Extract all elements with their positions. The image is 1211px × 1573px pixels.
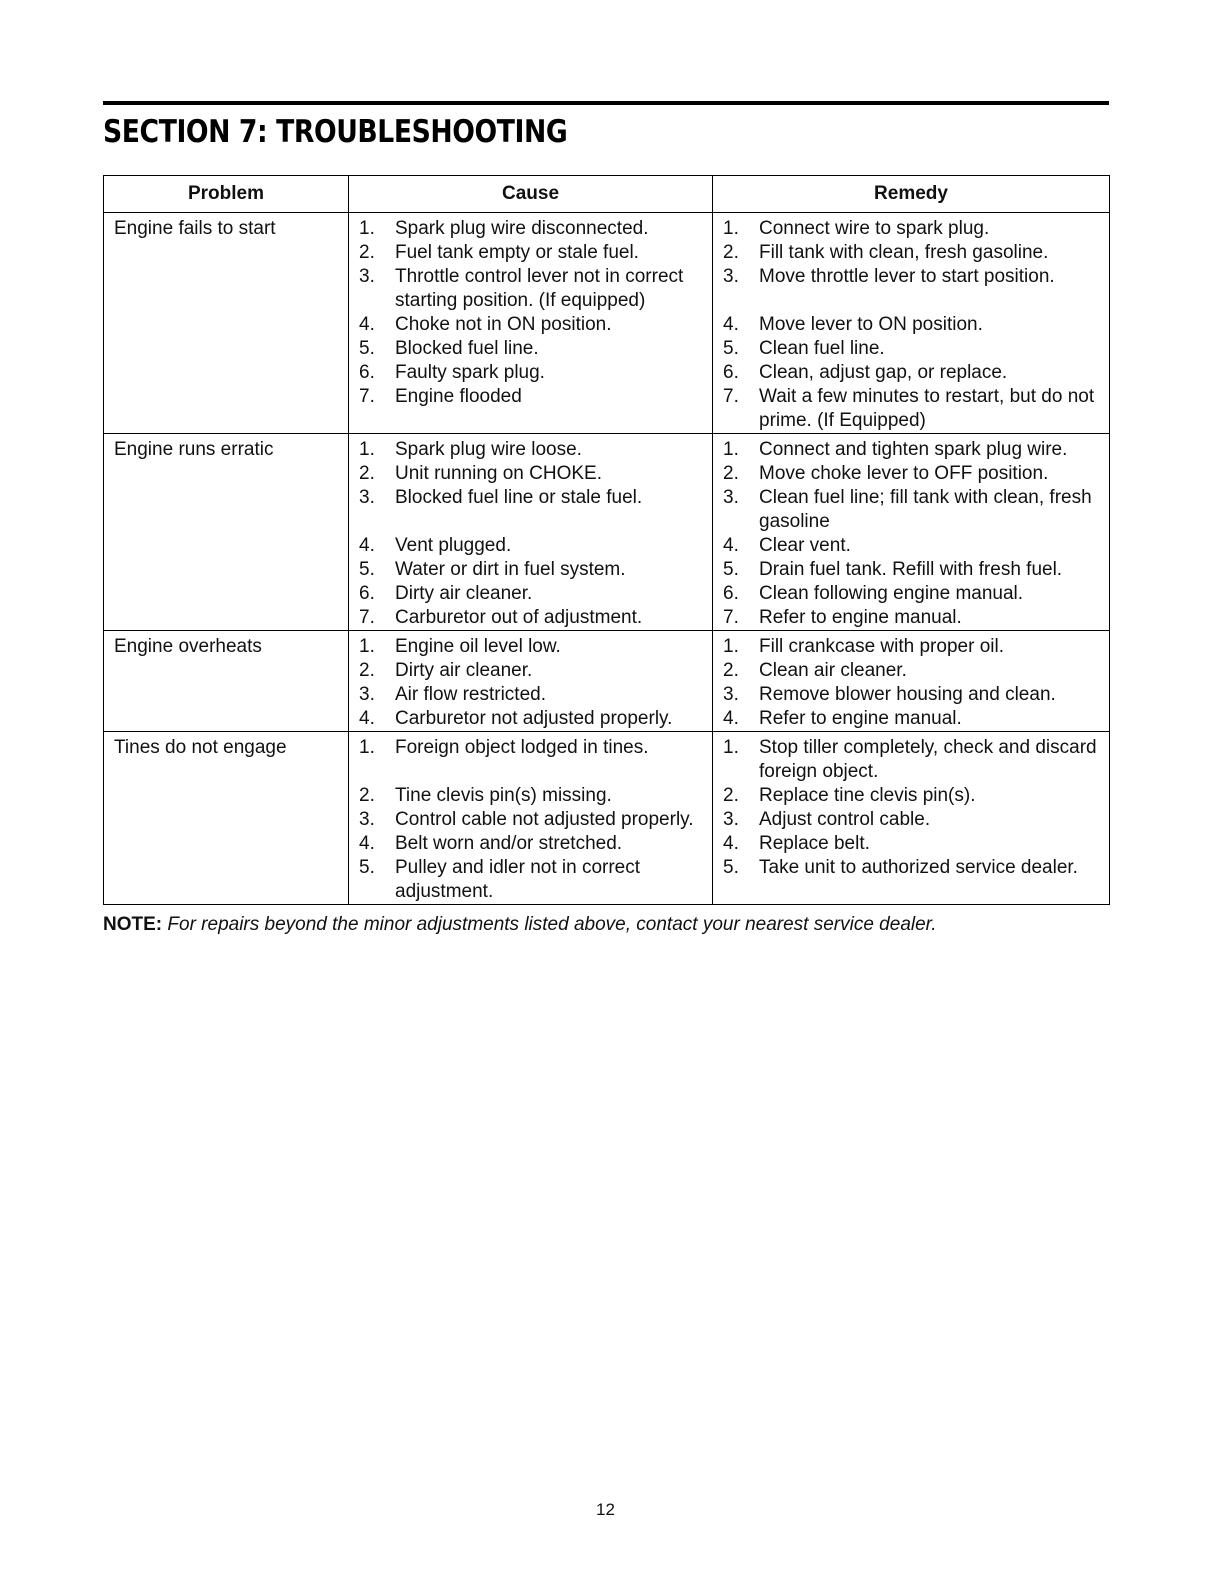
cause-cell: [349, 631, 713, 732]
remedy-number: 2.: [723, 242, 739, 263]
cause-text: Faulty spark plug.: [395, 362, 545, 383]
cause-number: 7.: [359, 607, 375, 628]
cause-text: Spark plug wire disconnected.: [395, 218, 649, 239]
cause-text: Spark plug wire loose.: [395, 439, 582, 460]
cause-item: [349, 784, 712, 808]
remedy-list: [713, 635, 1109, 731]
cause-item: [349, 808, 712, 832]
remedy-item: [713, 217, 1109, 241]
cause-text: Water or dirt in fuel system.: [395, 559, 626, 580]
section-top-rule: [103, 101, 1109, 105]
cause-text: Air flow restricted.: [395, 684, 546, 705]
remedy-number: 5.: [723, 559, 739, 580]
cause-number: 3.: [359, 487, 375, 508]
remedy-number: 7.: [723, 386, 739, 407]
cause-item: [349, 241, 712, 265]
cause-cell: [349, 434, 713, 631]
remedy-item: [713, 558, 1109, 582]
remedy-number: 7.: [723, 607, 739, 628]
remedy-text: Connect wire to spark plug.: [759, 218, 990, 239]
remedy-number: 4.: [723, 833, 739, 854]
cause-text: Carburetor out of adjustment.: [395, 607, 643, 628]
cause-text: Dirty air cleaner.: [395, 660, 533, 681]
remedy-number: 5.: [723, 338, 739, 359]
cause-text: Blocked fuel line.: [395, 338, 539, 359]
cause-item: [349, 558, 712, 582]
remedy-text: Remove blower housing and clean.: [759, 684, 1056, 705]
remedy-item: [713, 438, 1109, 462]
remedy-number: 2.: [723, 660, 739, 681]
cause-number: 3.: [359, 809, 375, 830]
remedy-number: 3.: [723, 809, 739, 830]
cause-text: Throttle control lever not in correct starting position. (If equipped): [395, 266, 684, 311]
cause-item: [349, 462, 712, 486]
cause-cell: [349, 213, 713, 434]
section-title: SECTION 7: TROUBLESHOOTING: [103, 114, 568, 150]
cause-number: 4.: [359, 708, 375, 729]
remedy-item: [713, 534, 1109, 558]
cause-item: [349, 265, 712, 313]
cause-number: 2.: [359, 242, 375, 263]
remedy-item: [713, 784, 1109, 808]
remedy-item: [713, 313, 1109, 337]
remedy-cell: [713, 434, 1110, 631]
cause-number: 2.: [359, 463, 375, 484]
cause-item: [349, 582, 712, 606]
remedy-number: 4.: [723, 708, 739, 729]
remedy-cell: [713, 631, 1110, 732]
cause-item: [349, 832, 712, 856]
remedy-number: 5.: [723, 857, 739, 878]
remedy-text: Replace belt.: [759, 833, 870, 854]
cause-number: 1.: [359, 218, 375, 239]
cause-item: [349, 856, 712, 904]
remedy-item: [713, 241, 1109, 265]
cause-number: 4.: [359, 833, 375, 854]
remedy-text: Fill crankcase with proper oil.: [759, 636, 1004, 657]
cause-list: [349, 635, 712, 731]
remedy-text: Refer to engine manual.: [759, 708, 962, 729]
cause-text: Belt worn and/or stretched.: [395, 833, 623, 854]
cause-text: Blocked fuel line or stale fuel.: [395, 487, 643, 508]
remedy-text: Clean following engine manual.: [759, 583, 1024, 604]
cause-item: [349, 217, 712, 241]
problem-cell: Tines do not engage: [104, 732, 349, 905]
remedy-number: 1.: [723, 636, 739, 657]
header-problem: Problem: [104, 176, 349, 213]
cause-text: Foreign object lodged in tines.: [395, 737, 649, 758]
remedy-text: Move throttle lever to start position.: [759, 266, 1055, 287]
cause-number: 3.: [359, 684, 375, 705]
cause-item: [349, 361, 712, 385]
remedy-item: [713, 486, 1109, 534]
remedy-text: Stop tiller completely, check and discard foreign object.: [759, 737, 1097, 782]
note: [103, 913, 937, 937]
note-text: For repairs beyond the minor adjustments listed above, contact your nearest service dealer.: [167, 914, 937, 935]
note-label: NOTE:: [103, 914, 163, 935]
remedy-text: Clean fuel line.: [759, 338, 885, 359]
problem-cell: Engine fails to start: [104, 213, 349, 434]
remedy-item: [713, 265, 1109, 313]
cause-item: [349, 337, 712, 361]
remedy-cell: [713, 213, 1110, 434]
cause-text: Pulley and idler not in correct adjustment.: [395, 857, 641, 902]
table-row: [104, 732, 1110, 905]
remedy-number: 3.: [723, 266, 739, 287]
remedy-item: [713, 337, 1109, 361]
cause-text: Choke not in ON position.: [395, 314, 612, 335]
remedy-number: 4.: [723, 535, 739, 556]
cause-text: Engine oil level low.: [395, 636, 561, 657]
remedy-number: 1.: [723, 737, 739, 758]
table-row: [104, 631, 1110, 732]
remedy-text: Take unit to authorized service dealer.: [759, 857, 1078, 878]
cause-item: [349, 486, 712, 534]
cause-text: Dirty air cleaner.: [395, 583, 533, 604]
cause-item: [349, 313, 712, 337]
remedy-item: [713, 462, 1109, 486]
cause-number: 5.: [359, 338, 375, 359]
cause-list: [349, 736, 712, 904]
remedy-text: Clean, adjust gap, or replace.: [759, 362, 1008, 383]
table-row: [104, 213, 1110, 434]
remedy-item: [713, 635, 1109, 659]
cause-item: [349, 385, 712, 409]
remedy-number: 1.: [723, 439, 739, 460]
cause-number: 4.: [359, 535, 375, 556]
cause-number: 1.: [359, 636, 375, 657]
cause-cell: [349, 732, 713, 905]
cause-number: 6.: [359, 362, 375, 383]
cause-number: 2.: [359, 660, 375, 681]
remedy-number: 2.: [723, 785, 739, 806]
remedy-list: [713, 217, 1109, 433]
cause-item: [349, 635, 712, 659]
remedy-number: 4.: [723, 314, 739, 335]
header-remedy: Remedy: [713, 176, 1110, 213]
remedy-text: Connect and tighten spark plug wire.: [759, 439, 1068, 460]
remedy-item: [713, 606, 1109, 630]
remedy-text: Clean air cleaner.: [759, 660, 907, 681]
remedy-number: 6.: [723, 362, 739, 383]
remedy-number: 3.: [723, 684, 739, 705]
table-row: [104, 434, 1110, 631]
cause-number: 6.: [359, 583, 375, 604]
remedy-text: Refer to engine manual.: [759, 607, 962, 628]
cause-text: Carburetor not adjusted properly.: [395, 708, 673, 729]
cause-number: 5.: [359, 559, 375, 580]
cause-number: 5.: [359, 857, 375, 878]
troubleshooting-table: [103, 175, 1110, 905]
cause-text: Unit running on CHOKE.: [395, 463, 602, 484]
cause-number: 1.: [359, 439, 375, 460]
remedy-item: [713, 582, 1109, 606]
remedy-item: [713, 707, 1109, 731]
remedy-item: [713, 683, 1109, 707]
remedy-text: Move choke lever to OFF position.: [759, 463, 1049, 484]
cause-item: [349, 683, 712, 707]
remedy-item: [713, 832, 1109, 856]
cause-number: 3.: [359, 266, 375, 287]
remedy-list: [713, 736, 1109, 880]
remedy-item: [713, 361, 1109, 385]
remedy-item: [713, 856, 1109, 880]
remedy-text: Wait a few minutes to restart, but do not prime. (If Equipped): [759, 386, 1095, 431]
remedy-text: Move lever to ON position.: [759, 314, 983, 335]
cause-item: [349, 659, 712, 683]
cause-text: Fuel tank empty or stale fuel.: [395, 242, 639, 263]
remedy-list: [713, 438, 1109, 630]
cause-item: [349, 606, 712, 630]
remedy-text: Replace tine clevis pin(s).: [759, 785, 976, 806]
remedy-number: 2.: [723, 463, 739, 484]
remedy-item: [713, 808, 1109, 832]
cause-item: [349, 707, 712, 731]
table-header-row: [104, 176, 1110, 213]
cause-item: [349, 736, 712, 784]
cause-list: [349, 217, 712, 409]
cause-text: Vent plugged.: [395, 535, 512, 556]
cause-number: 2.: [359, 785, 375, 806]
remedy-cell: [713, 732, 1110, 905]
problem-cell: Engine overheats: [104, 631, 349, 732]
remedy-item: [713, 736, 1109, 784]
remedy-number: 6.: [723, 583, 739, 604]
remedy-text: Fill tank with clean, fresh gasoline.: [759, 242, 1049, 263]
cause-text: Tine clevis pin(s) missing.: [395, 785, 612, 806]
cause-list: [349, 438, 712, 630]
cause-number: 1.: [359, 737, 375, 758]
cause-item: [349, 534, 712, 558]
cause-text: Engine flooded: [395, 386, 522, 407]
cause-number: 7.: [359, 386, 375, 407]
remedy-text: Clean fuel line; fill tank with clean, fresh gasoline: [759, 487, 1092, 532]
remedy-text: Adjust control cable.: [759, 809, 931, 830]
remedy-text: Drain fuel tank. Refill with fresh fuel.: [759, 559, 1063, 580]
cause-number: 4.: [359, 314, 375, 335]
remedy-item: [713, 659, 1109, 683]
cause-item: [349, 438, 712, 462]
remedy-number: 3.: [723, 487, 739, 508]
header-cause: Cause: [349, 176, 713, 213]
remedy-item: [713, 385, 1109, 433]
cause-text: Control cable not adjusted properly.: [395, 809, 694, 830]
remedy-number: 1.: [723, 218, 739, 239]
remedy-text: Clear vent.: [759, 535, 851, 556]
page-number: 12: [596, 1500, 615, 1519]
problem-cell: Engine runs erratic: [104, 434, 349, 631]
